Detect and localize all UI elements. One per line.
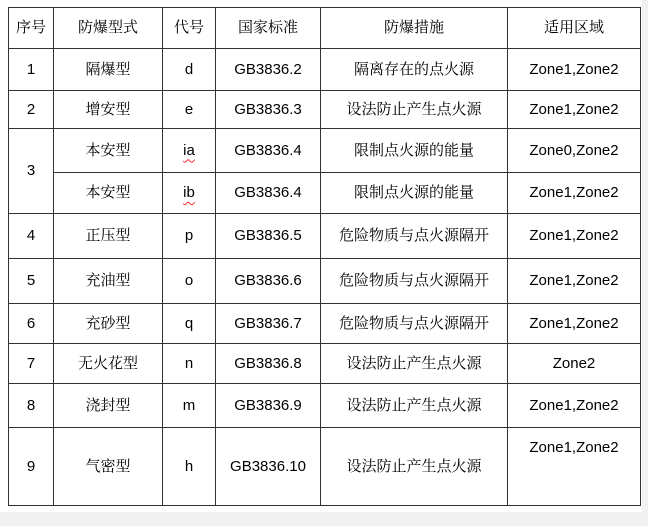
cell-standard: GB3836.10 [216,428,321,506]
cell-type: 本安型 [54,173,163,214]
cell-seq: 9 [9,428,54,506]
cell-code: h [163,428,216,506]
cell-standard: GB3836.6 [216,259,321,304]
cell-seq: 2 [9,91,54,129]
cell-seq: 6 [9,304,54,344]
cell-type: 浇封型 [54,384,163,428]
cell-zones: Zone1,Zone2 [508,91,641,129]
table-row [9,49,641,91]
cell-seq: 8 [9,384,54,428]
cell-type: 气密型 [54,428,163,506]
table-row [9,91,641,129]
cell-zones: Zone1,Zone2 [508,173,641,214]
cell-measure: 设法防止产生点火源 [321,384,508,428]
col-header-standard: 国家标准 [216,8,321,49]
cell-measure: 隔离存在的点火源 [321,49,508,91]
table-row [9,304,641,344]
table-row [9,259,641,304]
col-header-seq: 序号 [9,8,54,49]
cell-measure: 危险物质与点火源隔开 [321,214,508,259]
table-row [9,129,641,173]
cell-seq: 1 [9,49,54,91]
cell-zones: Zone1,Zone2 [508,259,641,304]
cell-standard: GB3836.9 [216,384,321,428]
cell-standard: GB3836.8 [216,344,321,384]
cell-code: p [163,214,216,259]
cell-type: 充油型 [54,259,163,304]
col-header-code: 代号 [163,8,216,49]
cell-standard: GB3836.4 [216,173,321,214]
table-row [9,384,641,428]
cell-zones: Zone0,Zone2 [508,129,641,173]
table-row [9,344,641,384]
cell-measure: 设法防止产生点火源 [321,91,508,129]
cell-seq: 5 [9,259,54,304]
col-header-zones: 适用区域 [508,8,641,49]
spellcheck-underlined-code: ia [183,141,195,159]
table-row [9,173,641,214]
cell-code: o [163,259,216,304]
cell-type: 正压型 [54,214,163,259]
col-header-type: 防爆型式 [54,8,163,49]
cell-type: 充砂型 [54,304,163,344]
cell-standard: GB3836.4 [216,129,321,173]
cell-type: 无火花型 [54,344,163,384]
cell-zones: Zone1,Zone2 [508,428,641,506]
cell-type: 隔爆型 [54,49,163,91]
cell-type: 增安型 [54,91,163,129]
cell-zones: Zone1,Zone2 [508,384,641,428]
col-header-measure: 防爆措施 [321,8,508,49]
cell-measure: 设法防止产生点火源 [321,428,508,506]
cell-measure: 危险物质与点火源隔开 [321,259,508,304]
cell-seq: 4 [9,214,54,259]
cell-code: e [163,91,216,129]
cell-code: d [163,49,216,91]
cell-type: 本安型 [54,129,163,173]
cell-standard: GB3836.7 [216,304,321,344]
cell-zones: Zone1,Zone2 [508,214,641,259]
cell-code [163,129,216,173]
explosion-proof-types-table [8,7,641,506]
cell-measure: 设法防止产生点火源 [321,344,508,384]
cell-measure: 危险物质与点火源隔开 [321,304,508,344]
cell-measure: 限制点火源的能量 [321,129,508,173]
cell-zones: Zone2 [508,344,641,384]
cell-standard: GB3836.3 [216,91,321,129]
cell-zones: Zone1,Zone2 [508,304,641,344]
cell-code: q [163,304,216,344]
cell-standard: GB3836.5 [216,214,321,259]
table-header-row [9,8,641,49]
cell-seq: 3 [9,129,54,214]
cell-code [163,173,216,214]
table-row [9,214,641,259]
spellcheck-underlined-code: ib [183,184,195,201]
table-row [9,428,641,506]
cell-zones: Zone1,Zone2 [508,49,641,91]
cell-code: m [163,384,216,428]
cell-standard: GB3836.2 [216,49,321,91]
cell-measure: 限制点火源的能量 [321,173,508,214]
cell-code: n [163,344,216,384]
cell-seq: 7 [9,344,54,384]
